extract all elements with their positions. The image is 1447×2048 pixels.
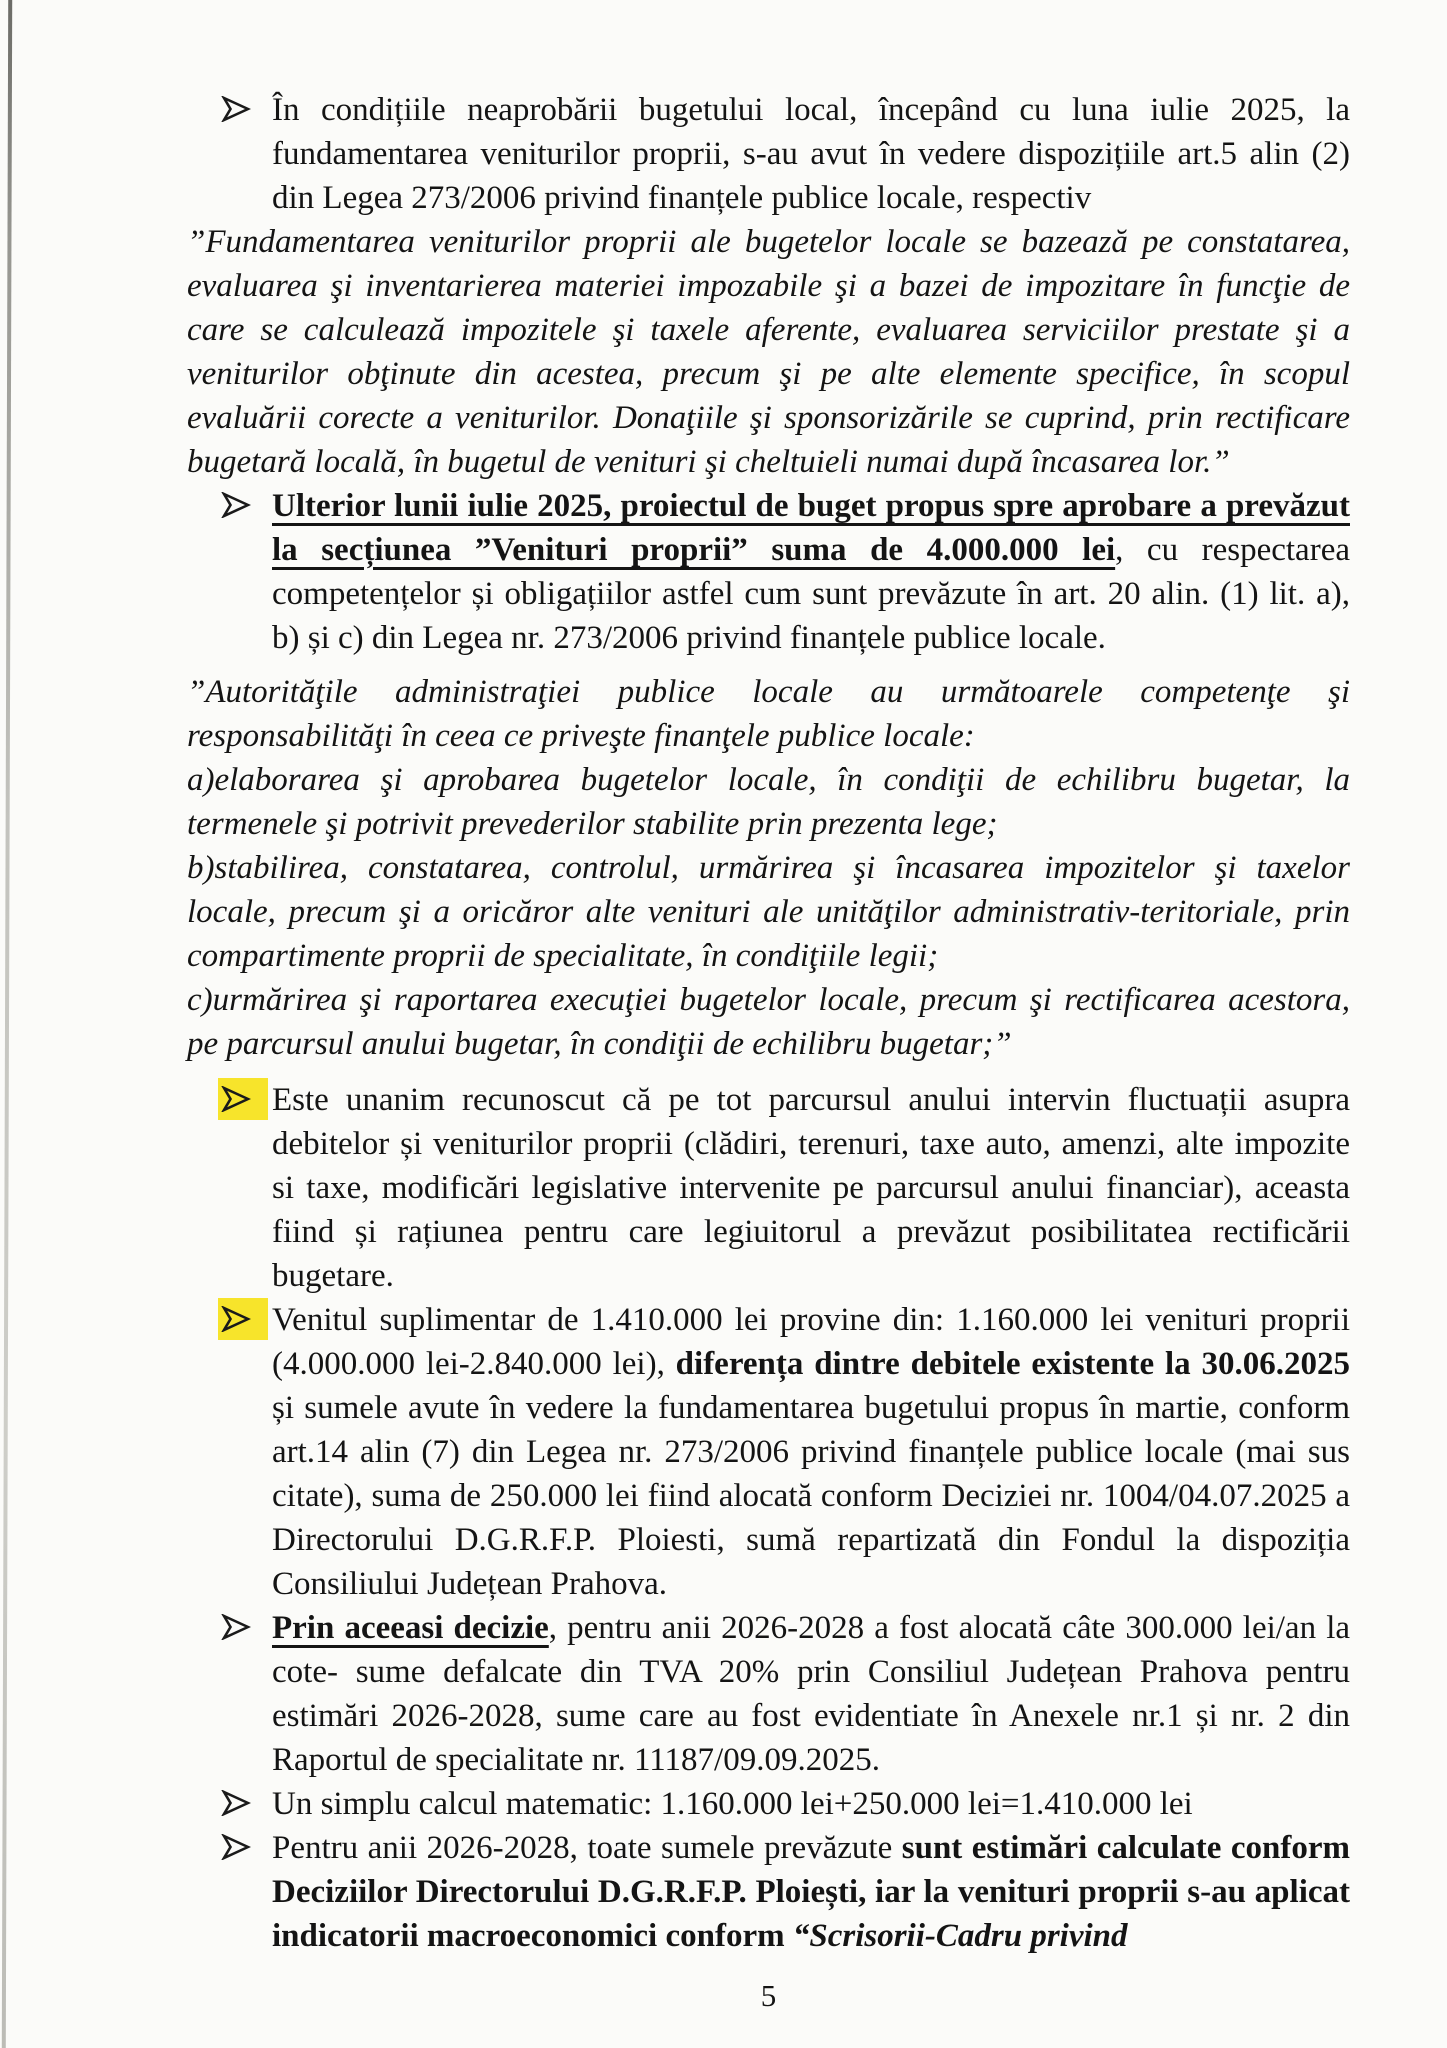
bullet-text-run: și sumele avute în vedere la fundamentarea bugetului propus în martie, conform art.14 alin (7) din Legea nr. 273/2006 privind finanțele publice locale (mai sus citate), suma de 250.000 lei fiind alocată conform Deciziei nr. 1004/04.07.2025 a Directorului D.G.R.F.P. Ploiesti, sumă repartizată din Fondul la dispoziția Consiliului Județean Prahova. [272,1390,1350,1602]
bullet-arrow [187,1078,272,1120]
bullet-text-run-bold-underline: Prin aceeasi decizie [272,1610,549,1646]
bullet-text [272,1298,1350,1606]
legal-quote-item-b: b)stabilirea, constatarea, controlul, urmărirea şi încasarea impozitelor şi taxelor locale, precum şi a oricăror alte venituri ale unităţilor administrativ-teritoriale, prin compartimente proprii de specialitate, în condiţiile legii; [187,850,1350,974]
bullet-arrow [187,484,272,526]
bullet-arrow [187,1606,272,1648]
bullet-text-run: Este unanim recunoscut că pe tot parcursul anului intervin fluctuații asupra debitelor și veniturilor proprii (clădiri, terenuri, taxe auto, amenzi, alte impozite si taxe, modificări legislative intervenite pe parcursul anului financiar), aceasta fiind și rațiunea pentru care legiuitorul a prevăzut posibilitatea rectificării bugetare. [272,1082,1350,1294]
bullet-arrow-highlighted-icon [218,1078,268,1120]
bullet-text-run-bold: sunt estimări calculate conform Deciziilor Directorului D.G.R.F.P. Ploiești, iar la venituri proprii s-au aplicat indicatorii macroeconomici conform [272,1830,1350,1954]
bullet-item [187,1078,1350,1298]
bullet-text-run-bold-underline: Ulterior lunii iulie 2025, proiectul de buget propus spre aprobare a prevăzut la secțiunea ”Venituri proprii” suma de 4.000.000 lei [272,488,1350,568]
bullet-text [272,88,1350,220]
bullet-text [272,1078,1350,1298]
bullet-arrow [187,1782,272,1824]
legal-quote-paragraph: ”Fundamentarea veniturilor proprii ale bugetelor locale se bazează pe constatarea, evaluarea şi inventarierea materiei impozabile şi a bazei de impozitare în funcţie de care se calculează impozitele şi taxele aferente, evaluarea serviciilor prestate şi a veniturilor obţinute din acestea, precum şi pe alte elemente specifice, în scopul evaluării corecte a veniturilor. Donaţiile şi sponsorizările se cuprind, prin rectificare bugetară locală, în bugetul de venituri şi cheltuieli numai după încasarea lor.” [187,224,1350,480]
legal-quote-paragraph: ”Autorităţile administraţiei publice locale au următoarele competenţe şi responsabilităţi în ceea ce priveşte finanţele publice locale: [187,674,1350,754]
bullet-arrow-icon [218,88,268,130]
legal-quote-item-a: a)elaborarea şi aprobarea bugetelor locale, în condiţii de echilibru bugetar, la termenele şi potrivit prevederilor stabilite prin prezenta lege; [187,762,1350,842]
bullet-item [187,1298,1350,1606]
scan-edge-line [2,0,12,2048]
bullet-text [272,1606,1350,1782]
bullet-arrow-icon [218,1782,268,1824]
bullet-text [272,1826,1350,1958]
bullet-arrow-icon [218,1606,268,1648]
bullet-arrow [187,88,272,130]
legal-quote-group [187,670,1350,1066]
bullet-arrow-highlighted-icon [218,1298,268,1340]
bullet-text [272,1782,1350,1826]
bullet-item [187,1782,1350,1826]
bullet-item [187,88,1350,220]
bullet-arrow-icon [218,484,268,526]
bullet-text-run: Venitul suplimentar de 1.410.000 lei provine din: 1.160.000 lei venituri proprii (4.000.000 lei-2.840.000 lei), [272,1302,1350,1382]
bullet-arrow-icon [218,1826,268,1868]
legal-quote-item-c: c)urmărirea şi raportarea execuţiei bugetelor locale, precum şi rectificarea acestora, pe parcursul anului bugetar, în condiţii de echilibru bugetar;” [187,982,1350,1062]
bullet-text-run-bold-italic: “Scrisorii-Cadru privind [792,1918,1128,1954]
bullet-arrow [187,1298,272,1340]
bullet-text-run: Un simplu calcul matematic: 1.160.000 lei+250.000 lei=1.410.000 lei [272,1786,1193,1822]
bullet-item [187,1606,1350,1782]
page-number: 5 [760,1978,777,2013]
bullet-item [187,1826,1350,1958]
bullet-text-run: , cu respectarea competențelor și obligațiilor astfel cum sunt prevăzute în art. 20 alin. (1) lit. a), b) și c) din Legea nr. 273/2006 privind finanțele publice locale. [272,532,1350,656]
bullet-text-run-bold: diferența dintre debitele existente la 30.06.2025 [675,1346,1350,1382]
bullet-text-run: , pentru anii 2026-2028 a fost alocată câte 300.000 lei/an la cote- sume defalcate din TVA 20% prin Consiliul Județean Prahova pentru estimări 2026-2028, sume care au fost evidentiate în Anexele nr.1 și nr. 2 din Raportul de specialitate nr. 11187/09.09.2025. [272,1610,1351,1778]
page-content [187,88,1350,2018]
bullet-text-run: Pentru anii 2026-2028, toate sumele prevăzute [272,1830,902,1866]
bullet-text [272,484,1350,660]
bullet-item [187,484,1350,660]
bullet-arrow [187,1826,272,1868]
bullet-text-run: În condițiile neaprobării bugetului local, începând cu luna iulie 2025, la fundamentarea veniturilor proprii, s-au avut în vedere dispozițiile art.5 alin (2) din Legea 273/2006 privind finanțele publice locale, respectiv [272,92,1350,216]
